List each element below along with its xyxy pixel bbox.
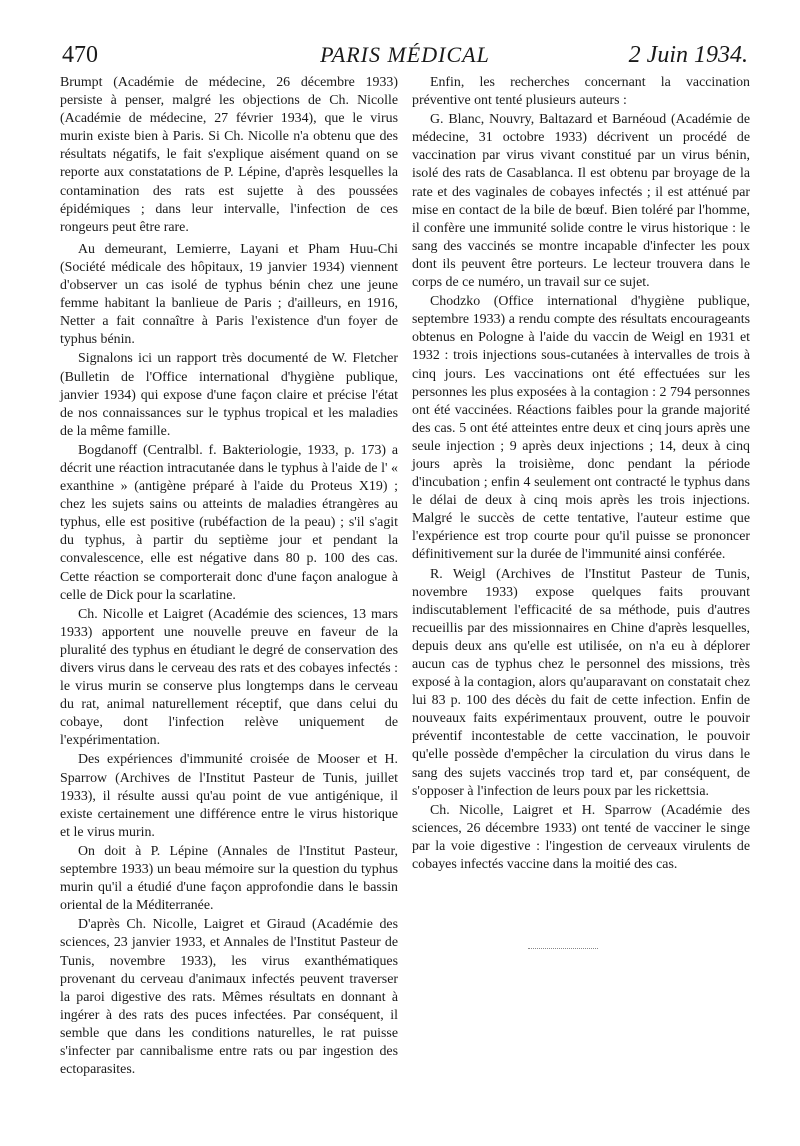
paragraph: Signalons ici un rapport très documenté de W. Fletcher (Bulletin de l'Office international d'hygiène publique, janvier 1934) qui expose d'une façon claire et précise l'état de nos connaissances sur le typhus tropical et les maladies de la même famille. xyxy=(60,351,398,439)
paragraph: Chodzko (Office international d'hygiène publique, septembre 1933) a rendu compte des résultats encourageants obtenus en Pologne à l'aide du vaccin de Weigl en 1931 et 1932 : trois injections sous-cutanées à intervalles de trois à cinq jours. Les vaccinations ont été effectuées sur les personnes les plus exposées à la contagion : 2 794 personnes ont été vaccinées. Réactions faibles pour la grande majorité des cas. 5 ont été atteintes entre deux et cinq jours après une seule injection ; 9 après deux injections ; 14, deux à cinq jours après la troisième, donc pendant la période d'incubation ; enfin 4 seulement ont contracté le typhus dans le délai de deux à cinq mois après les trois injections. Malgré le succès de cette tentative, l'auteur estime que l'expérience est trop courte pour qu'il puisse se prononcer définitivement sur la durée de l'immunité ainsi conférée. xyxy=(412,294,750,563)
paragraph: R. Weigl (Archives de l'Institut Pasteur de Tunis, novembre 1933) expose quelques faits prouvant indiscutablement l'efficacité de sa méthode, puis d'autres recueillis par des missionnaires en Chine d'après lesquelles, depuis deux ans qu'elle est utilisée, on n'a eu à déplorer aucun cas de typhus chez le personnel des missions, très exposé à la contagion, alors qu'auparavant on constatait chez lui 83 p. 100 des décès du fait de cette infection. Enfin de nouveaux faits expérimentaux prouvent, outre le pouvoir préventif incontestable de cette vaccination, le pouvoir qu'elle possède d'empêcher la circulation du virus dans le sang des sujets vaccinés trop tard et, par conséquent, de s'opposer à l'infection de leurs poux par les rickettsia. xyxy=(412,566,750,799)
left-column xyxy=(60,74,398,1080)
right-column xyxy=(412,74,750,875)
section-divider xyxy=(528,948,598,949)
paragraph: Ch. Nicolle et Laigret (Académie des sciences, 13 mars 1933) apportent une nouvelle preuve en faveur de la pluralité des typhus en étudiant le degré de conservation des divers virus dans le cerveau des rats et des cobayes infectés : le virus murin se conserve plus longtemps dans le cerveau du rat, animal naturellement réceptif, que dans celui du cobaye, dont l'infection relève uniquement de l'expérimentation. xyxy=(60,606,398,749)
paragraph: On doit à P. Lépine (Annales de l'Institut Pasteur, septembre 1933) un beau mémoire sur la question du typhus murin qu'il a étudié d'une façon approfondie dans le bassin oriental de la Méditerranée. xyxy=(60,843,398,914)
paragraph: D'après Ch. Nicolle, Laigret et Giraud (Académie des sciences, 23 janvier 1933, et Annales de l'Institut Pasteur de Tunis, novembre 1933), les virus exanthématiques provenant du cerveau d'animaux infectés peuvent traverser la paroi digestive des rats. Mêmes résultats en donnant à ingérer à des rats des puces infectées. Par conséquent, il semble que dans les conditions naturelles, le rat puisse s'infecter par cannibalisme entre rats ou par ingestion des ectoparasites. xyxy=(60,917,398,1078)
paragraph: Bogdanoff (Centralbl. f. Bakteriologie, 1933, p. 173) a décrit une réaction intracutanée dans le typhus à l'aide de l' « exanthine » (antigène préparé à l'aide du Proteus X19) ; chez les sujets sains ou atteints de maladies étrangères au typhus, elle est positive (rubéfaction de la peau) ; s'il s'agit du typhus, à partir du septième jour et pendant la convalescence, elle est négative dans 80 p. 100 des cas. Cette réaction se comporterait donc d'une façon analogue à celle de Dick pour la scarlatine. xyxy=(60,442,398,603)
paragraph: Au demeurant, Lemierre, Layani et Pham Huu-Chi (Société médicale des hôpitaux, 19 janvier 1934) viennent d'observer un cas isolé de typhus bénin chez une jeune femme habitant la banlieue de Paris ; d'ailleurs, en 1916, Netter a fait connaître à Paris l'existence d'un foyer de typhus bénin. xyxy=(60,241,398,348)
paragraph: Ch. Nicolle, Laigret et H. Sparrow (Académie des sciences, 26 décembre 1933) ont tenté de vacciner le singe par la voie digestive : l'ingestion de cerveaux virulents de cobayes infectés vaccine dans la moitié des cas. xyxy=(412,802,750,873)
paragraph: Brumpt (Académie de médecine, 26 décembre 1933) persiste à penser, malgré les objections de Ch. Nicolle (Académie de médecine, 27 février 1934), que le virus murin existe bien à Paris. Si Ch. Nicolle n'a obtenu que des résultats négatifs, le fait s'explique aisément quand on se reporte aux constatations de P. Lépine, d'après lesquelles la contamination des rats est sujette à des poussées épidémiques ; dans leur intervalle, l'infection de ces rongeurs peut être rare. xyxy=(60,75,398,235)
paragraph: G. Blanc, Nouvry, Baltazard et Barnéoud (Académie de médecine, 31 octobre 1933) décrivent un procédé de vaccination par virus vivant constitué par un virus bénin, isolé des rats de Casablanca. Il est obtenu par broyage de la rate et des vaginales de cobayes infectés ; il est atténué par mise en contact de la bile de bœuf. Bien toléré par l'homme, il confère une immunité solide contre le virus historique : le sang des vaccinés se montre incapable d'infecter les poux dont ils peuvent être porteurs. Le lecteur trouvera dans le corps de ce numéro, un travail sur ce sujet. xyxy=(412,112,750,291)
paragraph: Enfin, les recherches concernant la vaccination préventive ont tenté plusieurs auteurs : xyxy=(412,75,750,109)
journal-title: PARIS MÉDICAL xyxy=(320,42,490,67)
page-header xyxy=(62,42,748,78)
paragraph: Des expériences d'immunité croisée de Mooser et H. Sparrow (Archives de l'Institut Pasteur de Tunis, juillet 1933), il résulte aussi qu'au point de vue antigénique, il existe certainement une différence entre le virus historique et le virus murin. xyxy=(60,752,398,840)
issue-date: 2 Juin 1934. xyxy=(628,42,748,68)
page-number: 470 xyxy=(62,42,98,68)
